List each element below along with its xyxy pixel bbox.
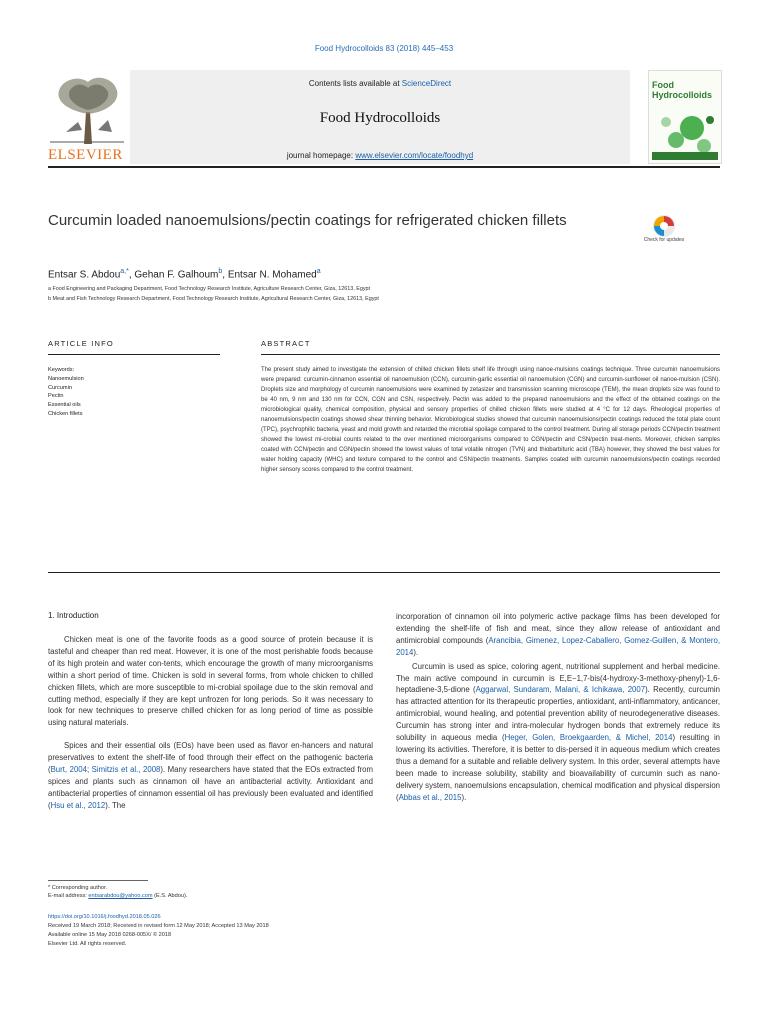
homepage-prefix: journal homepage:: [286, 151, 354, 160]
text-span: ). The: [105, 800, 126, 810]
keyword-item: Curcumin: [48, 384, 72, 391]
intro-paragraph-4: [396, 661, 720, 804]
citation-link[interactable]: Arancibia, Gimenez, Lopez-Caballero, Gomez-Guillen, & Montero, 2014: [396, 635, 720, 657]
text-span: ). Many researchers have stated that the EOs extracted from spices and plants such as cinnamon oil have an antibacterial activity. Antioxidant and antibacterial properties of cinnamon essential oil has previously been evaluated and identified (: [48, 765, 374, 810]
email-suffix: (E.S. Abdou).: [154, 893, 188, 899]
keyword-item: Essential oils: [48, 402, 81, 409]
abstract-text: The present study aimed to investigate the extension of chilled chicken fillets shelf life through using nanoe-mulsions coatings technique. Three curcumin nanoemulsions were prepared: curcumin-cinnamon essential oil nanoemulsion (CCN), curcumin-garlic essential oil nanoemulsion (CGN) and curcumin-sunflower oil nanoe-mulsion (CSN). Droplets size and morphology of curcumin nanoemulsions were examined by zetasizer and transmission scanning microscope (TEM), the mean droplets size was found to be 40 nm, 9 nm and 130 nm for CCN, CGN and CSN, respectively. Pectin was added to the prepared nanoemulsions and the effect of the obtained coatings on the microbiological quality, chemical composition, physical and sensory properties of chilled chicken fillets were studied at 4 °C for 12 days. Rheological properties of nanoemulsions/pectin coatings showed shear thinning behavior. Microbiological studies showed that curcumin nanoemulsions/pectin coatings reduced the total plate count (TPC), psychrophilic bacteria, yeast and mold growth and retarded the microbial spoilage compared to the control treatment. During all storage periods CCN/pectin treatment showed the lowest mi-crobial counts related to the over mentioned microorganisms compared to CGN/pectin and CSN/pectin treat-ments. Moreover, chicken samples coated with CCN/pectin and CGN/pectin showed the lowest values of total volatile nitrogen (TVN) and thiobarbituric acid (TBA) however, they showed the best values for water holding capacity (WHC) and texture compared to the control and CSN/pectin treatments. Samples coated with curcumin nanoemulsions/pectin coatings recorded higher sensory scores compared to the control treatment.: [261, 367, 720, 473]
text-span: ;: [86, 765, 92, 775]
introduction-heading: 1. Introduction: [48, 611, 99, 620]
author-list: Entsar S. Abdou$^{a,*}$, Gehan F. Galhoum$^b$, Entsar N. Mohamed$^a$: [48, 268, 321, 281]
sciencedirect-link[interactable]: ScienceDirect: [401, 79, 452, 88]
text-span: incorporation of cinnamon oil into polymeric active package films has been developed for extending the shelf-life of fish and meat, since they allow release of antioxidant and antimicrobial compounds (: [396, 612, 720, 645]
rights-line: Elsevier Ltd. All rights reserved.: [48, 941, 127, 947]
check-for-updates-icon[interactable]: [646, 214, 682, 254]
available-line: Available online 15 May 2018 0268-005X/ © 2018: [48, 932, 172, 938]
homepage-link[interactable]: www.elsevier.com/locate/foodhyd: [355, 151, 474, 160]
homepage-line: [130, 151, 630, 160]
author-name: Gehan F. Galhoum: [134, 269, 219, 281]
email-label: E-mail address:: [48, 893, 87, 899]
keyword-item: Nanoemulsion: [48, 375, 84, 382]
article-history: [48, 913, 269, 949]
footnote-rule: [48, 880, 148, 881]
author-sup[interactable]: b: [218, 268, 223, 275]
affiliation-b: b Meat and Fish Technology Research Department, Food Technology Research Institute, Agricultural Research Center, Giza, 12613, Egypt: [48, 296, 379, 302]
text-span: Spices and their essential oils (EOs) have been used as flavor en-hancers and natural preservatives to extent the shelf-life of food through their effect on the pathogenic bacteria (: [48, 741, 373, 775]
journal-citation[interactable]: Food Hydrocolloids 83 (2018) 445–453: [314, 44, 454, 53]
citation-link[interactable]: Aggarwal, Sundaram, Malani, & Ichikawa, 2007: [475, 685, 646, 695]
doi-link[interactable]: https://doi.org/10.1016/j.foodhyd.2018.05.026: [48, 914, 161, 920]
received-line: Received 19 March 2018; Received in revised form 12 May 2018; Accepted 13 May 2018: [48, 923, 269, 929]
intro-paragraph-2: [48, 740, 373, 811]
author-sup[interactable]: a,*: [120, 268, 129, 275]
citation-link[interactable]: Heger, Golen, Broekgaarden, & Michel, 2014: [504, 733, 673, 743]
email-line: [48, 892, 187, 900]
contents-prefix: Contents lists available at: [308, 79, 400, 88]
elsevier-tree-logo: [46, 72, 128, 146]
corresponding-note: * Corresponding author.: [48, 885, 108, 891]
text-span: ). Recently, curcumin has attracted attention for its therapeutic properties, antioxidant, anti-inflammatory, anticancer, antimicrobial, wound healing, and potential prevention ability of neurodegenerative diseases. Curcumin has strong inter and intra-molecular hydrogen bonds that extremely reduce its solubility in aqueous media (: [396, 685, 720, 743]
contents-line: [130, 79, 630, 88]
keywords-label: Keywords:: [48, 367, 75, 373]
intro-column-right: [396, 611, 720, 804]
abstract-bottom-rule: [48, 572, 720, 573]
keyword-item: Pectin: [48, 393, 64, 400]
intro-paragraph-1: Chicken meat is one of the favorite foods as a good source of protein because it is tasteful and cheaper than red meat. However, it is one of the most perishable foods because of its high protein and water con-tents, which encourage the growth of many microorganisms within a short period of time. Chicken is sold in several forms, from whole chicken to chilled chicken fillets, which are more susceptible to mi-crobial spoilage due to the skin removal and cutting method, especially if they are kept unfrozen for long periods. So it was necessary to look for new techniques to preserve chilled chicken for as long period of time as possible using natural materials.: [48, 635, 373, 728]
keyword-item: Chicken fillets: [48, 410, 83, 417]
citation-link[interactable]: Simitzis et al., 2008: [91, 765, 161, 775]
text-span: Curcumin is used as spice, coloring agent, nutritional supplement and herbal medicine. The main active compound in curcumin is E,E−1,7-bis(4-hydroxy-3-methoxy-phenyl)-1,6-heptadiene-3,5-dione (: [396, 661, 720, 695]
email-link[interactable]: entsarabdou@yahoo.com: [88, 893, 153, 899]
cover-title: Food Hydrocolloids: [652, 80, 713, 100]
citation-link[interactable]: Abbas et al., 2015: [398, 792, 462, 802]
article-info-rule: [48, 354, 220, 355]
header-rule: [48, 166, 720, 168]
text-span: ).: [413, 647, 419, 657]
cover-graphic: [652, 102, 718, 160]
abstract-heading: ABSTRACT: [261, 339, 311, 348]
author-name: Entsar N. Mohamed: [227, 269, 317, 281]
corresponding-text: Corresponding author.: [51, 885, 108, 891]
abstract-rule: [261, 354, 720, 355]
intro-paragraph-3: [396, 611, 720, 659]
keywords-block: [48, 366, 84, 419]
text-span: ) resulting in lowering its activities. Therefore, it is better to dis-persed it in aqueous medium which creates thus a demand for a suitable and reliable delivery system. In this order, several attempts have been made to increase solubility, stability and bioavailability of curcumin such as nano-delivery system, nanoemulsions encapsulation, chemical modification and physical dispersion (: [396, 733, 721, 802]
publisher-wordmark: ELSEVIER: [48, 147, 123, 163]
article-info-heading: ARTICLE INFO: [48, 339, 114, 348]
affiliation-a: a Food Engineering and Packaging Department, Food Technology Research Institute, Agriculture Research Center, Giza, 12613, Egypt: [48, 286, 371, 292]
author-name: Entsar S. Abdou: [48, 269, 121, 281]
intro-column-left: [48, 634, 373, 812]
text-span: ).: [461, 792, 467, 802]
journal-title: Food Hydrocolloids: [319, 110, 441, 126]
article-title: Curcumin loaded nanoemulsions/pectin coatings for refrigerated chicken fillets: [48, 212, 567, 229]
citation-link[interactable]: Hsu et al., 2012: [50, 800, 106, 810]
check-for-updates-label[interactable]: Check for updates: [643, 237, 685, 243]
author-sup[interactable]: a: [316, 268, 321, 275]
citation-link[interactable]: Burt, 2004: [50, 765, 87, 775]
footnote: [48, 884, 187, 900]
